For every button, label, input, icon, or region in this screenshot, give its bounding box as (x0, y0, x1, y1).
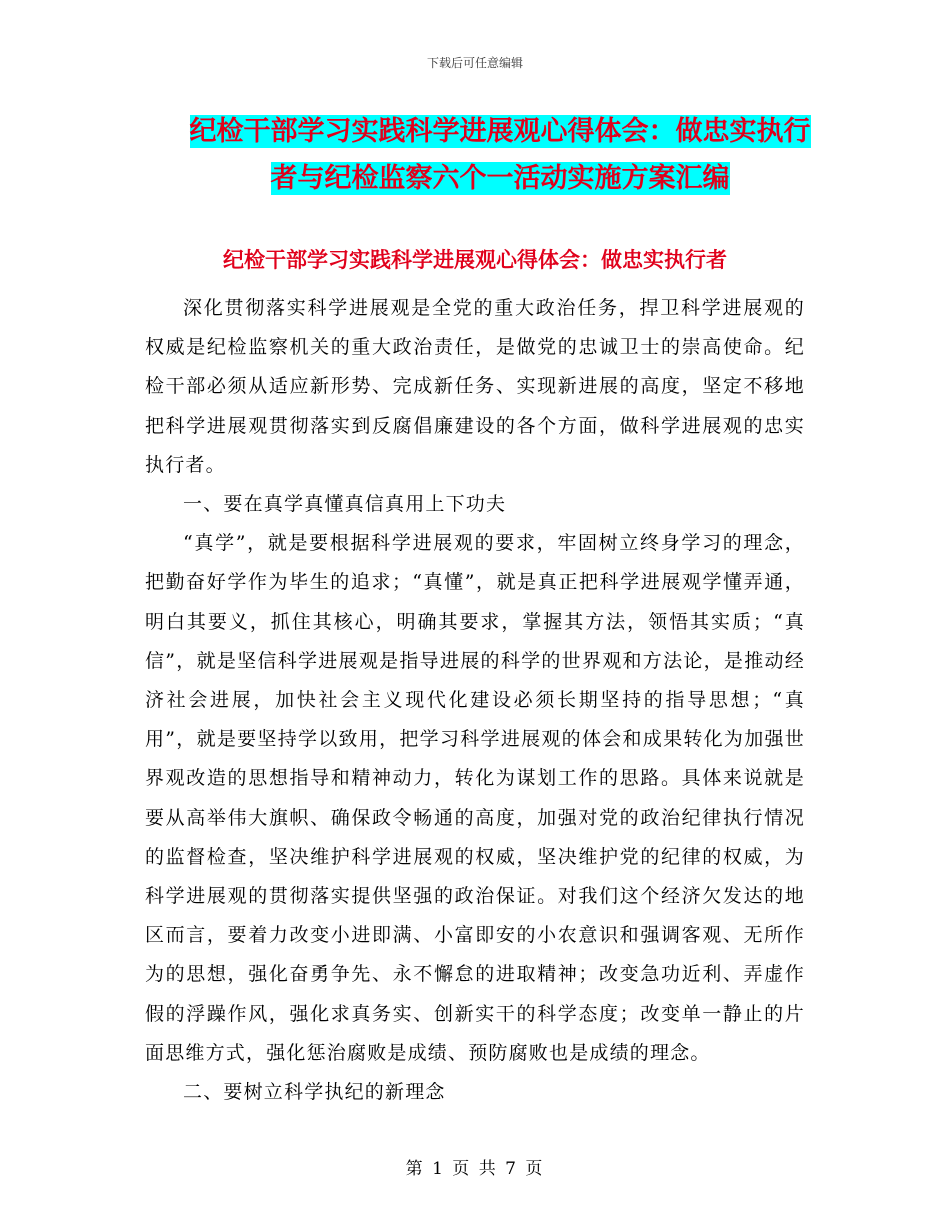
document-title-line-1: 纪检干部学习实践科学进展观心得体会：做忠实执行 (189, 116, 811, 147)
paragraph-body-1: “真学”，就是要根据科学进展观的要求，牢固树立终身学习的理念，把勤奋好学作为毕生的追求；“真懂”，就是真正把科学进展观学懂弄通，明白其要义，抓住其核心，明确其要求，掌握其方法，领悟其实质；“真信”，就是坚信科学进展观是指导进展的科学的世界观和方法论，是推动经济社会进展，加快社会主义现代化建设必须长期坚持的指导思想；“真用”，就是要坚持学以致用，把学习科学进展观的体会和成果转化为加强世界观改造的思想指导和精神动力，转化为谋划工作的思路。具体来说就是要从高举伟大旗帜、确保政令畅通的高度，加强对党的政治纪律执行情况的监督检查，坚决维护科学进展观的权威，坚决维护党的纪律的权威，为科学进展观的贯彻落实提供坚强的政治保证。对我们这个经济欠发达的地区而言，要着力改变小进即满、小富即安的小农意识和强调客观、无所作为的思想，强化奋勇争先、永不懈怠的进取精神；改变急功近利、弄虚作假的浮躁作风，强化求真务实、创新实干的科学态度；改变单一静止的片面思维方式，强化惩治腐败是成绩、预防腐败也是成绩的理念。 (145, 532, 805, 1064)
paragraph-heading-2: 二、要树立科学执纪的新理念 (183, 1081, 446, 1104)
document-title-line-2: 者与纪检监察六个一活动实施方案汇编 (270, 163, 730, 194)
document-title (160, 108, 840, 202)
page-footer: 第 1 页 共 7 页 (405, 1159, 545, 1179)
paragraph-intro: 深化贯彻落实科学进展观是全党的重大政治任务，捍卫科学进展观的权威是纪检监察机关的重大政治责任，是做党的忠诚卫士的崇高使命。纪检干部必须从适应新形势、完成新任务、实现新进展的高度，坚定不移地把科学进展观贯彻落实到反腐倡廉建设的各个方面，做科学进展观的忠实执行者。 (145, 297, 805, 476)
paragraph-heading-1: 一、要在真学真懂真信真用上下功夫 (183, 493, 507, 516)
body-text (145, 289, 805, 1112)
header-note: 下载后可任意编辑 (426, 56, 523, 70)
section-title: 纪检干部学习实践科学进展观心得体会：做忠实执行者 (223, 248, 727, 272)
